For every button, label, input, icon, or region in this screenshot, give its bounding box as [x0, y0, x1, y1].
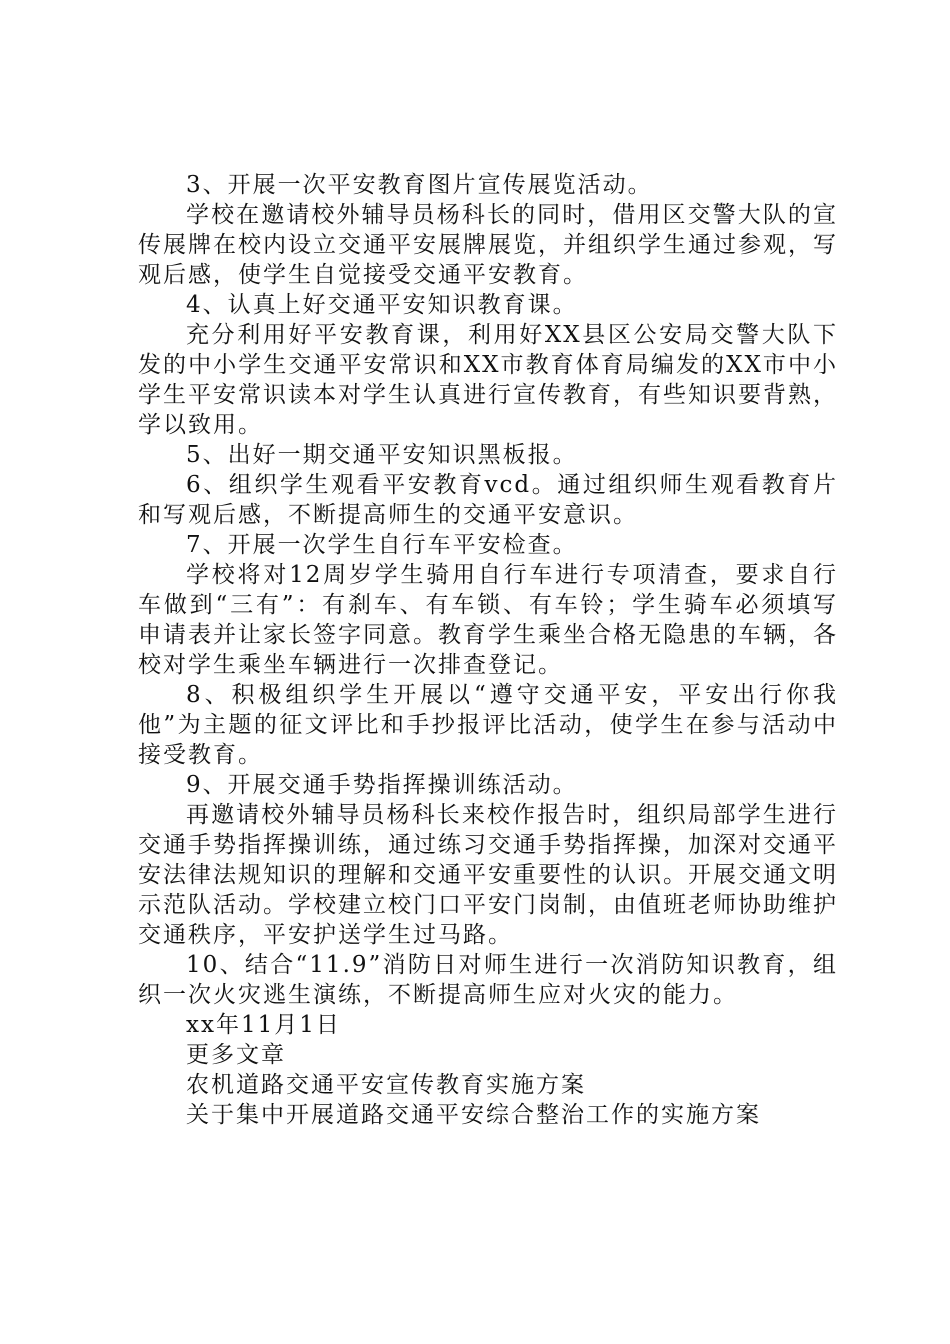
item-3-body: 学校在邀请校外辅导员杨科长的同时，借用区交警大队的宣传展牌在校内设立交通平安展牌展览，并组织学生通过参观，写观后感，使学生自觉接受交通平安教育。 [138, 202, 838, 288]
more-articles [138, 1040, 838, 1130]
item-6-body: 6、组织学生观看平安教育vcd。通过组织师生观看教育片和写观后感，不断提高师生的交通平安意识。 [138, 472, 838, 528]
item-5-heading: 5、出好一期交通平安知识黑板报。 [186, 442, 578, 468]
item-7-heading: 7、开展一次学生自行车平安检查。 [186, 532, 578, 558]
item-4-body: 充分利用好平安教育课，利用好XX县区公安局交警大队下发的中小学生交通平安常识和XX市教育体育局编发的XX市中小学生平安常识读本对学生认真进行宣传教育，有些知识要背熟，学以致用。 [138, 322, 838, 438]
item-10-body: 10、结合“11.9”消防日对师生进行一次消防知识教育，组织一次火灾逃生演练，不断提高师生应对火灾的能力。 [138, 952, 838, 1008]
article-link-1[interactable]: 农机道路交通平安宣传教育实施方案 [186, 1072, 586, 1098]
article-link-2[interactable]: 关于集中开展道路交通平安综合整治工作的实施方案 [186, 1102, 761, 1128]
document-page [138, 170, 838, 1130]
item-3-heading: 3、开展一次平安教育图片宣传展览活动。 [186, 172, 653, 198]
item-8-body: 8、积极组织学生开展以“遵守交通平安，平安出行你我他”为主题的征文评比和手抄报评比活动，使学生在参与活动中接受教育。 [138, 682, 838, 768]
item-9-heading: 9、开展交通手势指挥操训练活动。 [186, 772, 578, 798]
more-articles-title: 更多文章 [186, 1042, 286, 1068]
item-4-heading: 4、认真上好交通平安知识教育课。 [186, 292, 578, 318]
document-date: xx年11月1日 [186, 1012, 341, 1038]
item-9-body: 再邀请校外辅导员杨科长来校作报告时，组织局部学生进行交通手势指挥操训练，通过练习交通手势指挥操，加深对交通平安法律法规知识的理解和交通平安重要性的认识。开展交通文明示范队活动。学校建立校门口平安门岗制，由值班老师协助维护交通秩序，平安护送学生过马路。 [138, 802, 838, 948]
item-7-body: 学校将对12周岁学生骑用自行车进行专项清查，要求自行车做到“三有”：有刹车、有车锁、有车铃；学生骑车必须填写申请表并让家长签字同意。教育学生乘坐合格无隐患的车辆，各校对学生乘坐车辆进行一次排查登记。 [138, 562, 838, 678]
